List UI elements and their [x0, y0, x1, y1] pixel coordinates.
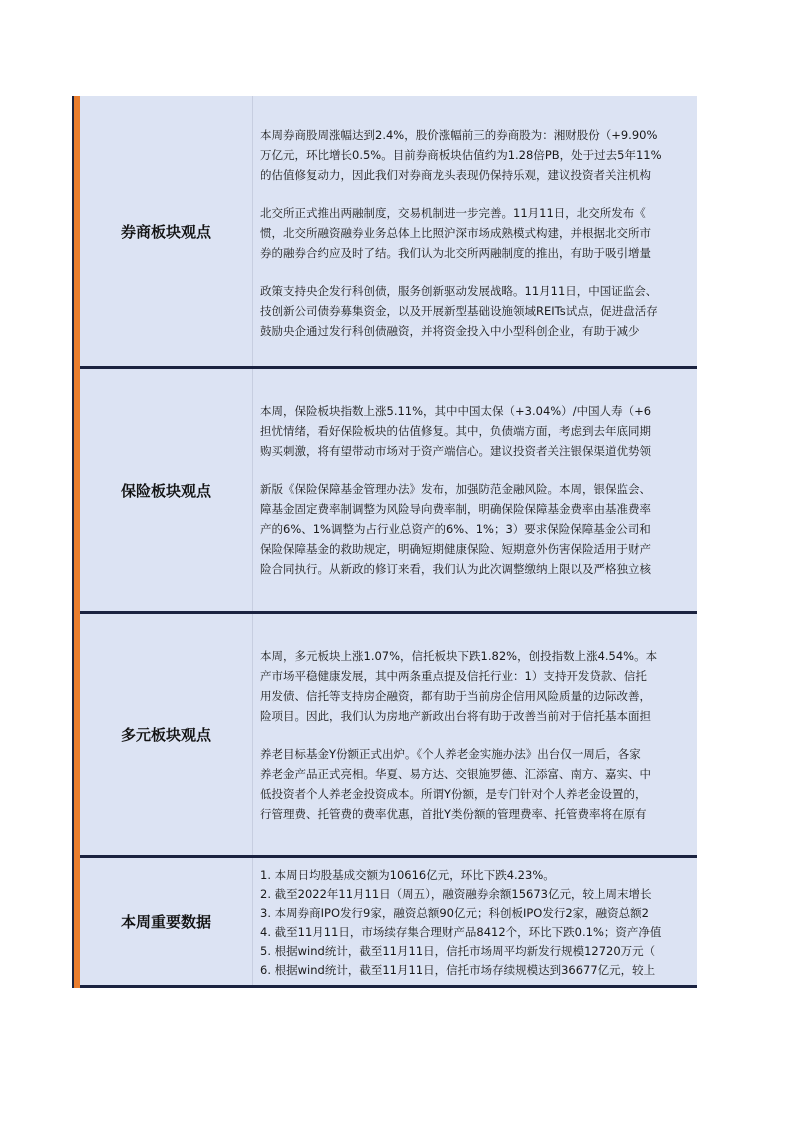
- paragraph: [260, 646, 697, 726]
- text-line: 保险保障基金的救助规定，明确短期健康保险、短期意外伤害保险适用于财产: [260, 542, 651, 556]
- section-key-data: [80, 858, 697, 988]
- data-list: [252, 858, 697, 980]
- text-line: 鼓励央企通过发行科创债融资，并将资金投入中小型科创企业，有助于减少: [260, 324, 640, 338]
- text-line: 险合同执行。从新政的修订来看，我们认为此次调整缴纳上限以及严格独立核: [260, 562, 651, 576]
- text-line: 用发债、信托等支持房企融资，都有助于当前房企信用风险质量的边际改善，: [260, 689, 651, 703]
- text-line: 新版《保险保障基金管理办法》发布，加强防范金融风险。本周，银保监会、: [260, 482, 651, 496]
- section-diversified: [80, 614, 697, 858]
- list-item: 4. 截至11月11日，市场续存集合理财产品8412个，环比下跌0.1%；资产净值: [260, 925, 662, 939]
- text-line: 惯，北交所融资融券业务总体上比照沪深市场成熟模式构建，并根据北交所市: [260, 226, 651, 240]
- section-insurance: [80, 369, 697, 614]
- section-title: 本周重要数据: [80, 858, 253, 985]
- text-line: 万亿元，环比增长0.5%。目前券商板块估值约为1.28倍PB，处于过去5年11%: [260, 148, 662, 162]
- viewpoint-table: [80, 96, 697, 988]
- section-content: [252, 614, 697, 824]
- text-line: 险项目。因此，我们认为房地产新政出台将有助于改善当前对于信托基本面担: [260, 709, 651, 723]
- section-title: 多元板块观点: [80, 614, 253, 855]
- text-line: 技创新公司债券募集资金，以及开展新型基础设施领域REITs试点，促进盘活存: [260, 304, 658, 318]
- text-line: 购买刺激，将有望带动市场对于资产端信心。建议投资者关注银保渠道优势领: [260, 444, 651, 458]
- section-content: [252, 96, 697, 341]
- list-item: 5. 根据wind统计，截至11月11日，信托市场周平均新发行规模12720万元（: [260, 944, 656, 958]
- paragraph: [260, 401, 697, 461]
- paragraph: [260, 479, 697, 579]
- text-line: 行管理费、托管费的费率优惠，首批Y类份额的管理费率、托管费率将在原有: [260, 807, 647, 821]
- paragraph: [260, 125, 697, 185]
- text-line: 本周，保险板块指数上涨5.11%，其中中国太保（+3.04%）/中国人寿（+6: [260, 404, 652, 418]
- text-line: 低投资者个人养老金投资成本。所谓Y份额，是专门针对个人养老金设置的，: [260, 787, 647, 801]
- paragraph: [260, 744, 697, 824]
- text-line: 的估值修复动力，因此我们对券商龙头表现仍保持乐观，建议投资者关注机构: [260, 168, 651, 182]
- section-brokerage: [80, 96, 697, 369]
- text-line: 北交所正式推出两融制度，交易机制进一步完善。11月11日，北交所发布《: [260, 206, 646, 220]
- section-title: 保险板块观点: [80, 369, 253, 611]
- paragraph: [260, 203, 697, 263]
- section-content: [252, 369, 697, 579]
- paragraph: [260, 281, 697, 341]
- text-line: 本周，多元板块上涨1.07%，信托板块下跌1.82%，创投指数上涨4.54%。本: [260, 649, 658, 663]
- text-line: 障基金固定费率制调整为风险导向费率制，明确保险保障基金费率由基准费率: [260, 502, 651, 516]
- text-line: 养老目标基金Y份额正式出炉。《个人养老金实施办法》出台仅一周后，各家: [260, 747, 641, 761]
- text-line: 本周券商股周涨幅达到2.4%，股价涨幅前三的券商股为：湘财股份（+9.90%: [260, 128, 658, 142]
- report-frame: [72, 96, 697, 988]
- text-line: 产的6%、1%调整为占行业总资产的6%、1%；3）要求保险保障基金公司和: [260, 522, 651, 536]
- accent-bar: [72, 96, 80, 988]
- list-item: 2. 截至2022年11月11日（周五），融资融券余额15673亿元，较上周末增长: [260, 887, 652, 901]
- list-item: 3. 本周券商IPO发行9家，融资总额90亿元；科创板IPO发行2家，融资总额2: [260, 906, 649, 920]
- list-item: 6. 根据wind统计，截至11月11日，信托市场存续规模达到36677亿元，较上: [260, 963, 656, 977]
- text-line: 券的融券合约应及时了结。我们认为北交所两融制度的推出，有助于吸引增量: [260, 246, 651, 260]
- section-title: 券商板块观点: [80, 96, 253, 366]
- text-line: 养老金产品正式亮相。华夏、易方达、交银施罗德、汇添富、南方、嘉实、中: [260, 767, 651, 781]
- text-line: 产市场平稳健康发展，其中两条重点提及信托行业：1）支持开发贷款、信托: [260, 669, 647, 683]
- list-item: 1. 本周日均股基成交额为10616亿元，环比下跌4.23%。: [260, 868, 555, 882]
- text-line: 担忧情绪，看好保险板块的估值修复。其中，负债端方面，考虑到去年底同期: [260, 424, 651, 438]
- text-line: 政策支持央企发行科创债，服务创新驱动发展战略。11月11日，中国证监会、: [260, 284, 658, 298]
